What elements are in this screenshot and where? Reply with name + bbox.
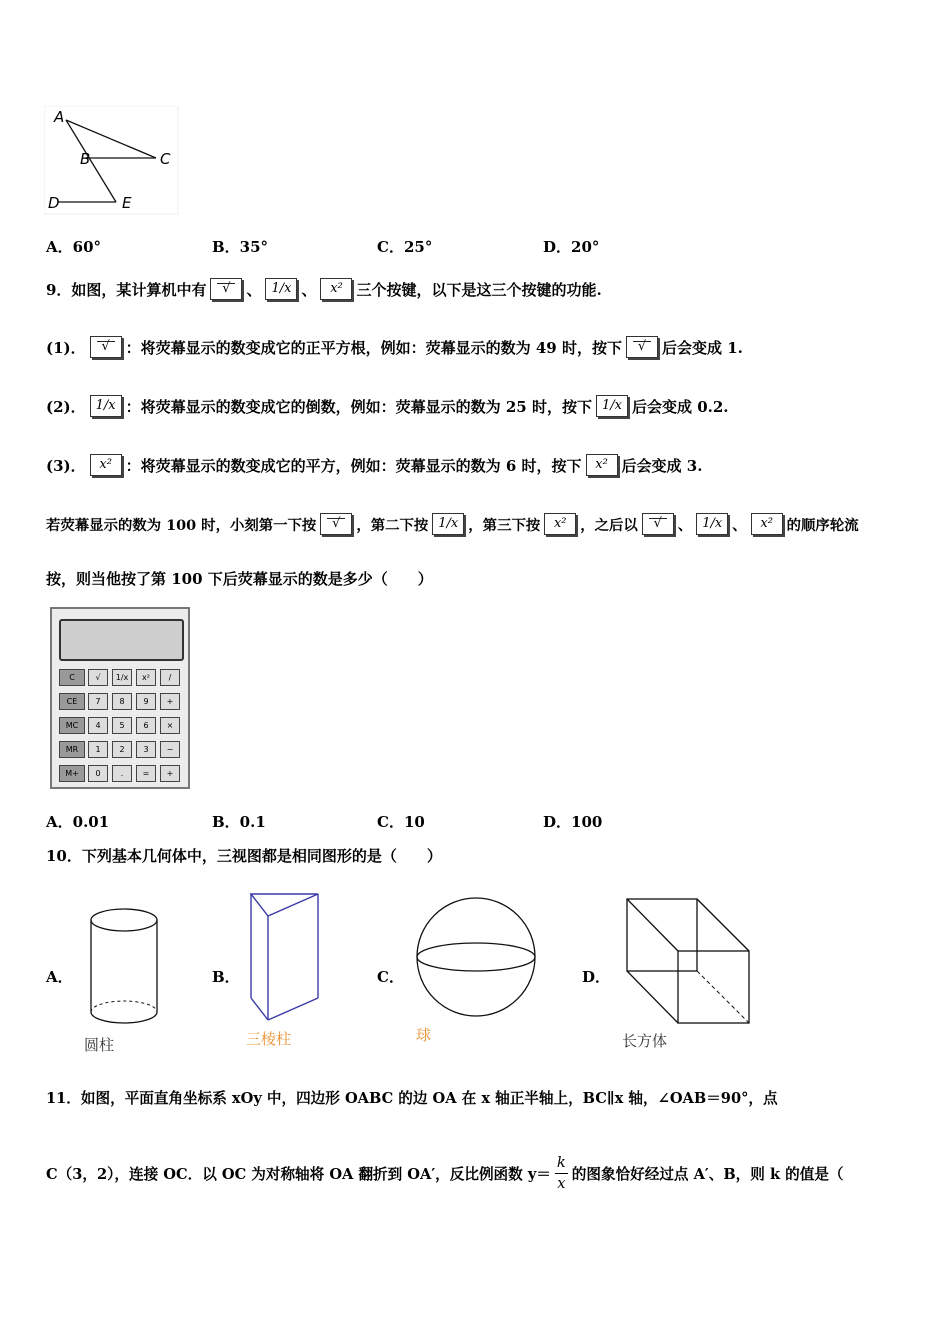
calculator-key: − <box>160 741 180 758</box>
sqrt-key-icon: √ <box>90 336 122 358</box>
q9-option-a[interactable]: A．0.01 <box>46 813 110 831</box>
q10-option-a-letter[interactable]: A． <box>46 968 73 986</box>
calculator-key: M+ <box>59 765 85 782</box>
q9-intro: 9．如图，某计算机中有 √ 、 1/x 、 x² 三个按键，以下是这三个按键的功能. <box>46 270 602 300</box>
calculator-key: MC <box>59 717 85 734</box>
q10-question: 10．下列基本几何体中，三视图都是相同图形的是（ ） <box>46 847 442 865</box>
q10-option-c-letter[interactable]: C． <box>377 968 404 986</box>
square-key-icon: x² <box>90 454 122 476</box>
calculator-key: 7 <box>88 693 108 710</box>
calculator-screen <box>59 619 184 661</box>
q11-line-2: C（3，2），连接 OC．以 OC 为对称轴将 OA 翻折到 OA′，反比例函数 y＝ $\frac{k}{x}$ 的图象恰好经过点 A′、B，则 k 的值是（ <box>46 1153 844 1192</box>
q11-line-1: 11．如图，平面直角坐标系 xOy 中，四边形 OABC 的边 OA 在 x 轴正半轴上，BC∥x 轴，∠OAB＝90°，点 <box>46 1090 778 1107</box>
fraction <box>555 1153 568 1194</box>
calculator-key: 4 <box>88 717 108 734</box>
q8-option-d[interactable]: D．20° <box>543 238 600 256</box>
calculator-key: × <box>160 717 180 734</box>
calculator-key: √ <box>88 669 108 686</box>
sqrt-key-icon: √ <box>626 336 658 358</box>
q10-option-d-letter[interactable]: D． <box>582 968 611 986</box>
cuboid-figure <box>622 895 754 1031</box>
cylinder-figure <box>84 905 164 1034</box>
reciprocal-key-icon: 1/x <box>596 395 628 417</box>
prism-figure <box>246 890 326 1029</box>
reciprocal-key-icon: 1/x <box>265 278 297 300</box>
sqrt-key-icon: √ <box>210 278 242 300</box>
square-key-icon: x² <box>544 513 576 535</box>
calculator-key: 3 <box>136 741 156 758</box>
q9-option-c[interactable]: C．10 <box>377 813 425 831</box>
q9-option-b[interactable]: B．0.1 <box>212 813 266 831</box>
calculator-key: 9 <box>136 693 156 710</box>
cuboid-icon <box>622 895 754 1027</box>
fraction-numerator: k <box>555 1153 568 1174</box>
q9-item-3: (3)． x² ：将荧幕显示的数变成它的平方，例如：荧幕显示的数为 6 时，按下 x² 后会变成 3. <box>46 446 702 476</box>
q9-line-4: 若荧幕显示的数为 100 时，小刻第一下按 √ ，第二下按 1/x ，第三下按 x² ，之后以 √ 、 1/x 、 x² 的顺序轮流 <box>46 505 859 535</box>
square-key-icon: x² <box>586 454 618 476</box>
cylinder-caption: 圆柱 <box>84 1036 115 1054</box>
calculator-key: CE <box>59 693 85 710</box>
sphere-caption: 球 <box>416 1026 432 1044</box>
calculator-key: 8 <box>112 693 132 710</box>
q10-option-b-letter[interactable]: B． <box>212 968 240 986</box>
sqrt-key-icon: √ <box>642 513 674 535</box>
calculator-figure <box>50 607 190 789</box>
q9-option-d[interactable]: D．100 <box>543 813 603 831</box>
reciprocal-key-icon: 1/x <box>696 513 728 535</box>
cuboid-caption: 长方体 <box>622 1032 668 1050</box>
q9-question: 按，则当他按了第 100 下后荧幕显示的数是多少（ ） <box>46 570 433 588</box>
label-e: E <box>122 194 132 212</box>
square-key-icon: x² <box>751 513 783 535</box>
sphere-icon <box>414 895 540 1021</box>
calculator-key: = <box>136 765 156 782</box>
q9-item-2: (2)． 1/x ：将荧幕显示的数变成它的倒数，例如：荧幕显示的数为 25 时，按下 1/x 后会变成 0.2. <box>46 387 729 417</box>
triangular-prism-icon <box>246 890 326 1025</box>
calculator-key: x² <box>136 669 156 686</box>
q8-figure <box>44 106 180 216</box>
cylinder-icon <box>84 905 164 1030</box>
calculator-key: MR <box>59 741 85 758</box>
calculator-key: 2 <box>112 741 132 758</box>
calculator-key: 6 <box>136 717 156 734</box>
q8-option-a[interactable]: A．60° <box>46 238 102 256</box>
calculator-key: C <box>59 669 85 686</box>
sphere-figure <box>414 895 540 1025</box>
prism-caption: 三棱柱 <box>246 1030 292 1048</box>
label-b: B <box>80 150 91 168</box>
reciprocal-key-icon: 1/x <box>432 513 464 535</box>
calculator-key: / <box>160 669 180 686</box>
calculator-key: . <box>112 765 132 782</box>
q8-option-b[interactable]: B．35° <box>212 238 269 256</box>
label-c: C <box>160 150 171 168</box>
calculator-key: + <box>160 693 180 710</box>
q9-item-1: (1)． √ ：将荧幕显示的数变成它的正平方根，例如：荧幕显示的数为 49 时，按下 √ 后会变成 1. <box>46 328 743 358</box>
label-a: A <box>54 108 65 126</box>
calculator-key: + <box>160 765 180 782</box>
label-d: D <box>48 194 60 212</box>
calculator-key: 0 <box>88 765 108 782</box>
fraction-denominator: x <box>557 1174 566 1192</box>
reciprocal-key-icon: 1/x <box>90 395 122 417</box>
calculator-key: 1/x <box>112 669 132 686</box>
calculator-key: 1 <box>88 741 108 758</box>
calculator-key: 5 <box>112 717 132 734</box>
sqrt-key-icon: √ <box>320 513 352 535</box>
q8-option-c[interactable]: C．25° <box>377 238 433 256</box>
square-key-icon: x² <box>320 278 352 300</box>
